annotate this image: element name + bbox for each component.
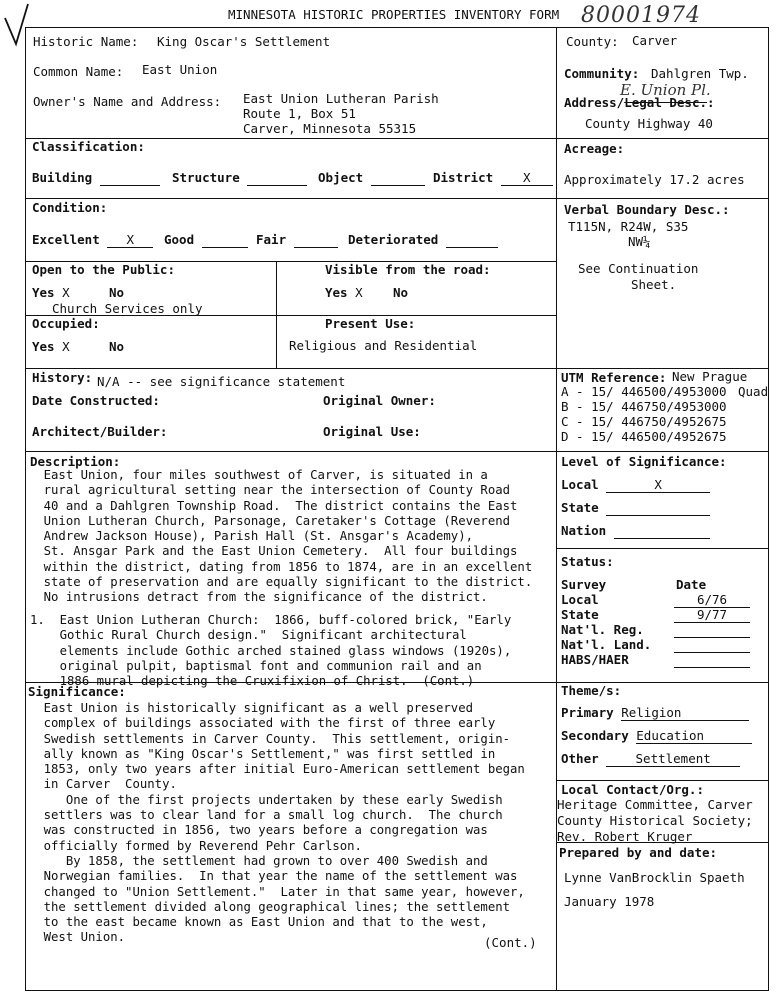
significance-cont: (Cont.) xyxy=(484,935,537,950)
utm-row-a: A - 15/ 446500/4953000 xyxy=(561,384,727,399)
owner-line-1: East Union Lutheran Parish xyxy=(243,91,439,106)
prepared-name: Lynne VanBrocklin Spaeth xyxy=(564,870,745,885)
condition-label: Condition: xyxy=(32,200,108,215)
address-label: Address/Legal Desc.: xyxy=(564,95,715,110)
theme-other: Other Settlement xyxy=(561,753,740,767)
owner-line-3: Carver, Minnesota 55315 xyxy=(243,121,417,136)
utm-row-b: B - 15/ 446750/4953000 xyxy=(561,399,727,414)
boundary-label: Verbal Boundary Desc.: xyxy=(564,202,730,217)
open-public-note: Church Services only xyxy=(52,301,203,316)
status-date-natland xyxy=(674,639,750,653)
open-public-no: No xyxy=(109,285,125,300)
contact-label: Local Contact/Org.: xyxy=(561,782,704,797)
status-date-natreg xyxy=(674,624,750,638)
classification-label: Classification: xyxy=(32,139,145,154)
description-label: Description: xyxy=(30,454,121,469)
theme-primary: Primary Religion xyxy=(561,707,749,721)
owner-line-2: Route 1, Box 51 xyxy=(243,106,356,121)
acreage-value: Approximately 17.2 acres xyxy=(564,172,745,187)
significance-text: East Union is historically significant as a well preserved complex of buildings associated with the first of three early Swedish settlements in Carver County. This settlement, origin- ally known as "King Oscar's Settlement," was first settled in 1853, only two years after initial Euro-American settlement began in Carver County. One of the first projects undertaken by these early Swedish settlers was to clear land for a small log church. The church was constructed in 1856, two years before a congregation was officially formed by Reverend Pehr Carlson. By 1858, the settlement had grown to over 400 Swedish and Norwegian families. In that year the name of the settlement was changed to "Union Settlement." Later in that same year, however, the settlement divided along geographical lines; the settlement to the east became known as East Union and that to the west, West Union. xyxy=(43,701,525,945)
prepared-label: Prepared by and date: xyxy=(559,845,718,860)
status-row-natland: Nat'l. Land. xyxy=(561,637,652,652)
prepared-date: January 1978 xyxy=(564,894,655,909)
architect-label: Architect/Builder: xyxy=(32,424,168,439)
visible-no: No xyxy=(393,285,409,300)
county-label: County: xyxy=(566,34,619,49)
occupied-no: No xyxy=(109,339,125,354)
historic-name-value: King Oscar's Settlement xyxy=(157,34,331,49)
acreage-label: Acreage: xyxy=(564,141,625,156)
condition-excellent: Excellent X xyxy=(32,234,153,248)
history-value: N/A -- see significance statement xyxy=(97,374,346,389)
utm-row-c: C - 15/ 446750/4952675 xyxy=(561,414,727,429)
themes-label: Theme/s: xyxy=(561,683,622,698)
original-owner-label: Original Owner: xyxy=(323,393,436,408)
level-local: Local X xyxy=(561,479,710,493)
description-text: East Union, four miles southwest of Carver, is situated in a rural agricultural setting near the intersection of County Road 40 and a Dahlgren Township Road. The district contains the East Union Lutheran Church, Parsonage, Caretaker's Cottage (Reverend Andrew Jackson House), Parish Hall (St. Ansgar's Academy), St. Ansgar Park and the East Union Cemetery. All four buildings within the district, dating from 1856 to 1874, are in an excellent state of preservation and are equally significant to the district. No intrusions detract from the significance of the district. xyxy=(43,468,533,605)
status-row-habs: HABS/HAER xyxy=(561,652,629,667)
classification-building: Building xyxy=(32,172,160,186)
community-label: Community: xyxy=(564,66,640,81)
status-row-natreg: Nat'l. Reg. xyxy=(561,622,644,637)
theme-secondary: Secondary Education xyxy=(561,730,752,744)
visible-label: Visible from the road: xyxy=(325,262,491,277)
status-survey-header: Survey xyxy=(561,577,607,592)
utm-quad: New Prague xyxy=(672,369,748,384)
status-label: Status: xyxy=(561,554,614,569)
contact-line-2: County Historical Society; xyxy=(557,813,753,828)
community-value: Dahlgren Twp. xyxy=(651,66,749,81)
utm-quad-suffix: Quad xyxy=(738,384,769,399)
status-row-local: Local xyxy=(561,592,599,607)
boundary-line-1: T115N, R24W, S35 xyxy=(568,219,689,234)
level-state: State xyxy=(561,502,710,516)
inventory-number: 80001974 xyxy=(581,3,701,28)
open-public-label: Open to the Public: xyxy=(32,262,175,277)
status-row-state: State xyxy=(561,607,599,622)
form-title: MINNESOTA HISTORIC PROPERTIES INVENTORY FORM xyxy=(228,7,560,22)
community-handwritten: E. Union Pl. xyxy=(620,81,711,99)
boundary-line-3: See Continuation xyxy=(578,261,699,276)
condition-good: Good xyxy=(164,234,248,248)
status-date-local: 6/76 xyxy=(674,594,750,608)
status-date-habs xyxy=(674,654,750,668)
common-name-label: Common Name: xyxy=(33,64,124,79)
status-date-header: Date xyxy=(676,577,707,592)
county-value: Carver xyxy=(632,33,678,48)
contact-line-3: Rev. Robert Kruger xyxy=(557,829,693,844)
date-constructed-label: Date Constructed: xyxy=(32,393,160,408)
level-significance-label: Level of Significance: xyxy=(561,454,727,469)
boundary-line-4: Sheet. xyxy=(631,277,677,292)
history-label: History: xyxy=(32,370,93,385)
open-public-yes: Yes X xyxy=(32,285,70,300)
historic-name-label: Historic Name: xyxy=(33,34,139,49)
condition-fair: Fair xyxy=(256,234,338,248)
utm-label: UTM Reference: xyxy=(561,370,667,385)
owner-label: Owner's Name and Address: xyxy=(33,94,222,109)
boundary-line-2: NW¼ xyxy=(628,234,651,249)
condition-deteriorated: Deteriorated xyxy=(348,234,498,248)
status-date-state: 9/77 xyxy=(674,609,750,623)
present-use-value: Religious and Residential xyxy=(289,338,478,353)
occupied-label: Occupied: xyxy=(32,316,100,331)
contact-line-1: Heritage Committee, Carver xyxy=(557,797,753,812)
classification-structure: Structure xyxy=(172,172,307,186)
original-use-label: Original Use: xyxy=(323,424,421,439)
classification-district: District X xyxy=(433,172,553,186)
level-nation: Nation xyxy=(561,525,710,539)
common-name-value: East Union xyxy=(142,62,218,77)
utm-row-d: D - 15/ 446500/4952675 xyxy=(561,429,727,444)
significance-label: Significance: xyxy=(28,684,126,699)
classification-object: Object xyxy=(318,172,425,186)
description-item-1: 1. East Union Lutheran Church: 1866, buff-colored brick, "Early Gothic Rural Church design." Significant architectural elements include Gothic arched stained glass windows (1920s), original pulpit, baptismal font and communion rail and an 1886 mural depicting the Cruxifixion of Christ. (Cont.) xyxy=(30,613,512,689)
occupied-yes: Yes X xyxy=(32,339,70,354)
address-value: County Highway 40 xyxy=(585,116,713,131)
visible-yes: Yes X xyxy=(325,285,363,300)
present-use-label: Present Use: xyxy=(325,316,416,331)
